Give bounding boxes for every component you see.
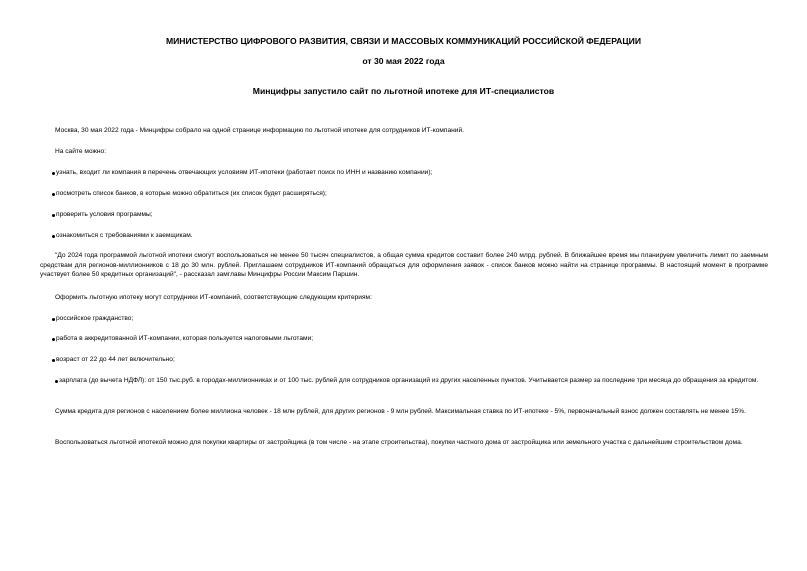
usage-paragraph: Воспользоваться льготной ипотекой можно для покупки квартиры от застройщика (в том числе - на этапе строительства), покупки частного дома от застройщика или земельного участка с дальнейшим строительством дома. — [55, 439, 743, 446]
list-item — [52, 314, 768, 324]
list-item-text: ознакомиться с требованиями к заемщикам. — [56, 232, 193, 239]
list-item-text: узнать, входит ли компания в перечень отвечающих условиям ИТ-ипотеки (работает поиск по ИНН и названию компании); — [56, 169, 433, 176]
bullet-icon — [52, 214, 55, 217]
list-item-text: посмотреть список банков, в которые можно обратиться (их список будет расширяться); — [56, 190, 327, 197]
document-title: Минцифры запустило сайт по льготной ипотеке для ИТ-специалистов — [252, 86, 555, 96]
loan-size-paragraph: Сумма кредита для регионов с населением более миллиона человек - 18 млн рублей, для других регионов - 9 млн рублей. Максимальная ставка по ИТ-ипотеке - 5%, первоначальный взнос должен составлять не менее 15%. — [55, 408, 747, 415]
list-item — [52, 210, 768, 220]
list-item-text: возраст от 22 до 44 лет включительно; — [56, 356, 175, 363]
site-lead: На сайте можно: — [55, 148, 107, 155]
bullet-icon — [52, 318, 55, 321]
list-item-text: зарплата (до вычета НДФЛ): от 150 тыс.руб. в городах-миллионниках и от 100 тыс. рублей для сотрудников организаций из других населенных пунктов. Учитывается размер за последние три месяца до обращения за кредитом. — [59, 377, 759, 384]
bullet-icon — [52, 359, 55, 362]
bullet-icon — [52, 172, 55, 175]
bullet-icon — [52, 235, 55, 238]
quote-paragraph: "До 2024 года программой льготной ипотеки смогут воспользоваться не менее 50 тысяч специалистов, а общая сумма кредитов составит более 240 млрд. рублей. В ближайшее время мы планируем увеличить лимит по заемным средствам для регионов-миллионников с 18 до 30 млн. рублей. Приглашаем сотрудников ИТ-компаний обращаться для оформления заявок - список банков можно найти на странице программы. В настоящий момент в программе участвует более 50 кредитных организаций", - рассказал замглавы Минцифры России Максим Паршин. — [40, 252, 768, 278]
list-item — [40, 376, 768, 386]
criteria-lead: Оформить льготную ипотеку могут сотрудники ИТ-компаний, соответствующие следующим критериям: — [55, 294, 372, 301]
bullet-icon — [52, 193, 55, 196]
bullet-icon — [55, 380, 58, 383]
bullet-icon — [52, 338, 55, 341]
list-item — [52, 189, 768, 199]
ministry-heading: МИНИСТЕРСТВО ЦИФРОВОГО РАЗВИТИЯ, СВЯЗИ И МАССОВЫХ КОММУНИКАЦИЙ РОССИЙСКОЙ ФЕДЕРАЦИИ — [165, 36, 642, 46]
list-item — [52, 168, 768, 178]
list-item-text: российское гражданство; — [56, 315, 134, 322]
document-date: от 30 мая 2022 года — [362, 56, 445, 66]
list-item-text: проверить условия программы; — [56, 211, 153, 218]
list-item — [52, 334, 768, 344]
list-item — [52, 231, 768, 241]
list-item — [52, 355, 768, 365]
intro-paragraph: Москва, 30 мая 2022 года - Минцифры собрало на одной странице информацию по льготной ипотеке для сотрудников ИТ-компаний. — [55, 127, 464, 134]
list-item-text: работа в аккредитованной ИТ-компании, которая пользуется налоговыми льготами; — [56, 335, 314, 342]
